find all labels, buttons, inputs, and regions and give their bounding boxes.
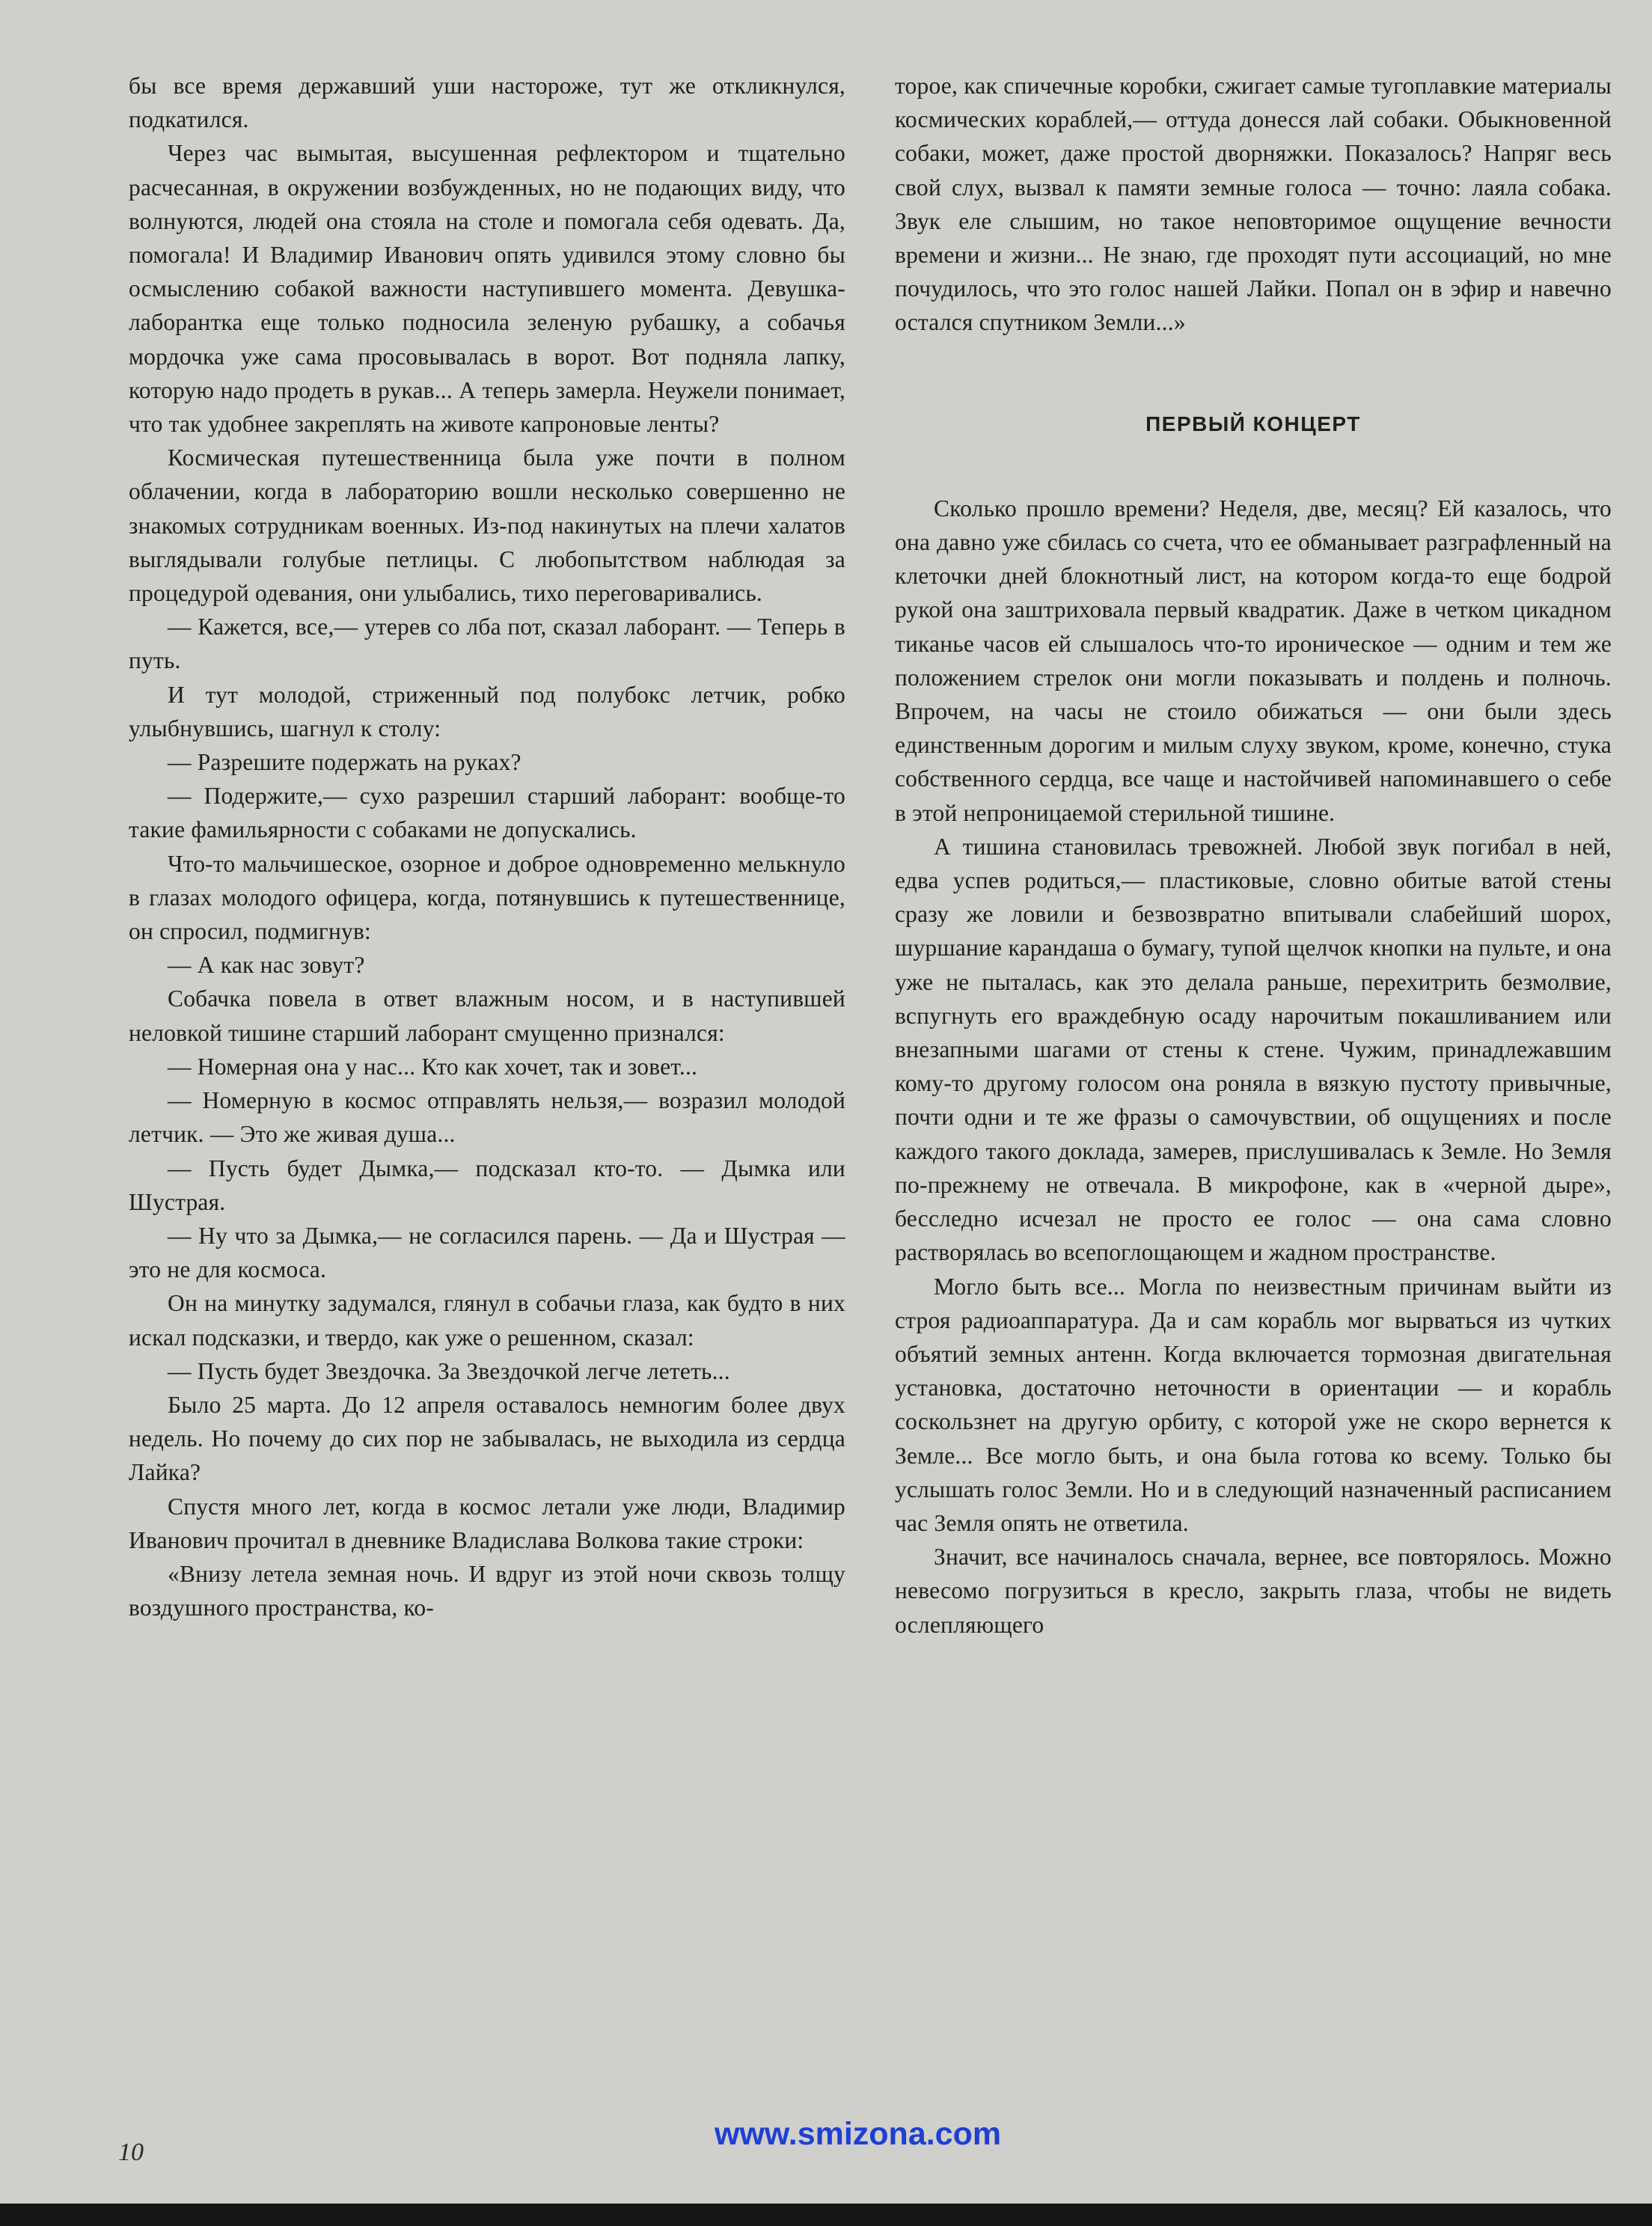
right-column-bottom — [895, 492, 1612, 1642]
paragraph: — Подержите,— сухо разрешил старший лаборант: вообще-то такие фамильярности с собаками не допускались. — [129, 783, 845, 843]
right-column-top — [895, 69, 1612, 340]
paragraph: — Номерную в космос отправлять нельзя,— возразил молодой летчик. — Это же живая душа... — [129, 1087, 845, 1148]
paragraph: — А как нас зовут? — [168, 952, 365, 979]
paragraph: Космическая путешественница была уже почти в полном облачении, когда в лабораторию вошли несколько совершенно не знакомых сотрудникам военных. Из-под накинутых на плечи халатов выглядывали голубые петлицы. С любопытством наблюдая за процедурой одевания, они улыбались, тихо переговаривались. — [129, 444, 845, 607]
paragraph: Через час вымытая, высушенная рефлектором и тщательно расчесанная, в окружении возбужденных, но не подающих виду, что волнуются, людей она стояла на столе и помогала себя одевать. Да, помогала! И Владимир Иванович опять удивился этому словно бы осмыслению собакой важности наступившего момента. Девушка-лаборантка еще только подносила зеленую рубашку, а собачья мордочка уже сама просовывалась в ворот. Вот подняла лапку, которую надо продеть в рукав... А теперь замерла. Неужели понимает, что так удобнее закреплять на животе капроновые ленты? — [129, 140, 845, 438]
paragraph: Спустя много лет, когда в космос летали уже люди, Владимир Иванович прочитал в дневнике Владислава Волкова такие строки: — [129, 1493, 845, 1553]
paragraph: бы все время державший уши настороже, тут же откликнулся, подкатился. — [129, 73, 845, 133]
paragraph: торое, как спичечные коробки, сжигает самые тугоплавкие материалы космических кораблей,— оттуда донесся лай собаки. Обыкновенной собаки, может, даже простой дворняжки. Показалось? Напряг весь свой слух, вызвал к памяти земные голоса — точно: лаяла собака. Звук еле слышим, но такое неповторимое ощущение вечности времени и жизни... Не знаю, где проходят пути ассоциаций, но мне почудилось, что это голос нашей Лайки. Попал он в эфир и навечно остался спутником Земли...» — [895, 73, 1612, 336]
paragraph: Что-то мальчишеское, озорное и доброе одновременно мелькнуло в глазах молодого офицера, когда, потянувшись к путешественнице, он спросил, подмигнув: — [129, 850, 845, 945]
page-number: 10 — [118, 2138, 144, 2166]
paragraph: — Ну что за Дымка,— не согласился парень. — Да и Шустрая — это не для космоса. — [129, 1222, 845, 1283]
paragraph: — Кажется, все,— утерев со лба пот, сказал лаборант. — Теперь в путь. — [129, 614, 845, 674]
paragraph: Он на минутку задумался, глянул в собачьи глаза, как будто в них искал подсказки, и твердо, как уже о решенном, сказал: — [129, 1290, 845, 1351]
paragraph: Сколько прошло времени? Неделя, две, месяц? Ей казалось, что она давно уже сбилась со счета, что ее обманывает разграфленный на клеточки дней блокнотный лист, на котором когда-то еще бодрой рукой она заштриховала первый квадратик. Даже в четком цикадном тиканье часов ей слышалось что-то ироническое — одним и тем же положением стрелок они могли показывать и полдень и полночь. Впрочем, на часы не стоило обижаться — они были здесь единственным дорогим и милым слуху звуком, кроме, конечно, стука собственного сердца, все чаще и настойчивей напоминавшего о себе в этой непроницаемой стерильной тишине. — [895, 495, 1612, 826]
paragraph: И тут молодой, стриженный под полубокс летчик, робко улыбнувшись, шагнул к столу: — [129, 681, 845, 742]
paragraph: — Пусть будет Дымка,— подсказал кто-то. — Дымка или Шустрая. — [129, 1155, 845, 1215]
paragraph: Могло быть все... Могла по неизвестным причинам выйти из строя радиоаппаратура. Да и сам корабль мог вырваться из чутких объятий земных антенн. Когда включается тормозная двигательная установка, достаточно неточности в ориентации — и корабль соскользнет на другую орбиту, с которой уже не скоро вернется к Земле... Все могло быть, и она была готова ко всему. Только бы услышать голос Земли. Но и в следующий назначенный расписанием час Земля опять не ответила. — [895, 1273, 1612, 1536]
scan-edge — [0, 2204, 1652, 2226]
paragraph: — Номерная она у нас... Кто как хочет, так и зовет... — [168, 1053, 698, 1080]
paragraph: — Разрешите подержать на руках? — [168, 749, 521, 776]
paragraph: Было 25 марта. До 12 апреля оставалось немногим более двух недель. Но почему до сих пор не забывалась, не выходила из сердца Лайка? — [129, 1391, 845, 1486]
paragraph: А тишина становилась тревожней. Любой звук погибал в ней, едва успев родиться,— пластиковые, словно обитые ватой стены сразу же ловили и безвозвратно впитывали слабейший шорох, шуршание карандаша о бумагу, тупой щелчок кнопки на пульте, и она уже не пыталась, как это делала раньше, перехитрить безмолвие, вспугнуть его враждебную осаду нарочитым покашливанием или внезапными шагами от стены к стене. Чужим, принадлежавшим кому-то другому голосом она роняла в вязкую пустоту привычные, почти одни и те же фразы о самочувствии, об ощущениях и после каждого такого доклада, замерев, прислушивалась к Земле. Но Земля по-прежнему не отвечала. В микрофоне, как в «черной дыре», бесследно исчезал не просто ее голос — она сама словно растворялась во всепоглощающем и жадном пространстве. — [895, 833, 1612, 1266]
right-column — [895, 69, 1612, 1642]
paragraph: — Пусть будет Звездочка. За Звездочкой легче лететь... — [168, 1357, 730, 1384]
paragraph: «Внизу летела земная ночь. И вдруг из этой ночи сквозь толщу воздушного пространства, ко- — [129, 1560, 845, 1621]
watermark-link[interactable]: www.smizona.com — [715, 2116, 1002, 2152]
paragraph: Значит, все начиналось сначала, вернее, все повторялось. Можно невесомо погрузиться в кресло, закрыть глаза, чтобы не видеть ослепляющего — [895, 1544, 1612, 1638]
section-heading: ПЕРВЫЙ КОНЦЕРТ — [1145, 412, 1361, 435]
left-column — [129, 69, 845, 1624]
paragraph: Собачка повела в ответ влажным носом, и в наступившей неловкой тишине старший лаборант смущенно признался: — [129, 985, 845, 1046]
